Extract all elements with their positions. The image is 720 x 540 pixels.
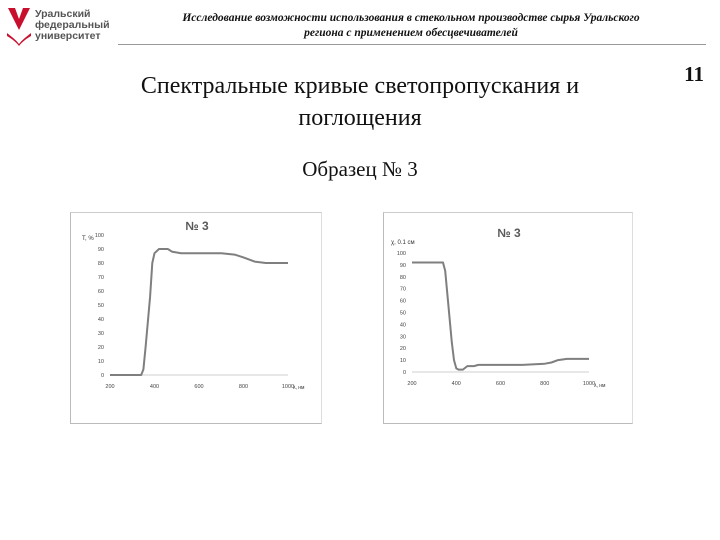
x-tick-label: 1000	[281, 384, 295, 390]
slide-title-line-1: Спектральные кривые светопропускания и	[140, 73, 580, 99]
absorption-chart	[383, 212, 633, 424]
y-tick-label: 80	[399, 274, 406, 281]
y-axis-label: T, %	[82, 236, 94, 242]
header-title-line-1: Исследование возможности использования в стекольном производстве сырья Уральского	[182, 12, 640, 24]
y-tick-label: 40	[399, 322, 406, 329]
x-tick-label: 800	[540, 381, 550, 387]
x-tick-label: 200	[407, 381, 417, 387]
y-tick-label: 30	[399, 334, 406, 341]
transmission-chart	[70, 212, 322, 424]
x-tick-label: 600	[495, 381, 506, 387]
university-name	[35, 9, 121, 42]
chart-frame	[383, 212, 633, 424]
y-tick-label: 50	[97, 303, 104, 309]
y-tick-label: 40	[97, 317, 104, 323]
x-axis-label: λ, нм	[594, 383, 606, 389]
presentation-header	[118, 11, 704, 41]
y-tick-label: 10	[399, 358, 406, 365]
y-tick-label: 80	[97, 261, 104, 267]
x-tick-label: 400	[149, 384, 160, 390]
sample-subtitle: Образец № 3	[302, 157, 418, 181]
y-tick-label: 100	[396, 251, 406, 257]
chart-frame	[70, 212, 322, 424]
x-axis-label: λ, нм	[293, 385, 305, 391]
y-axis-label: χ, 0.1 см	[391, 240, 415, 246]
ural-university-emblem-icon	[6, 6, 32, 46]
chart-title: № 3	[497, 226, 521, 240]
y-tick-label: 100	[94, 233, 104, 239]
y-tick-label: 20	[97, 345, 104, 351]
y-tick-label: 10	[97, 359, 104, 365]
header-divider	[118, 44, 706, 45]
x-tick-label: 400	[451, 381, 461, 387]
x-tick-label: 200	[105, 384, 115, 390]
y-tick-label: 50	[399, 310, 406, 317]
university-logo	[6, 6, 118, 46]
y-tick-label: 20	[399, 346, 406, 353]
y-tick-label: 30	[97, 331, 104, 337]
y-tick-label: 0	[100, 373, 104, 379]
logo-line-1: Уральский	[35, 8, 91, 20]
y-tick-label: 0	[402, 370, 406, 376]
logo-line-2: федеральный	[35, 19, 110, 31]
slide-title-line-2: поглощения	[298, 105, 422, 131]
x-tick-label: 600	[194, 384, 204, 390]
header-title-line-2: региона с применением обесцвечивателей	[304, 27, 518, 39]
logo-line-3: университет	[35, 30, 101, 42]
y-tick-label: 60	[399, 298, 406, 305]
y-tick-label: 90	[97, 247, 104, 253]
x-tick-label: 1000	[582, 381, 596, 387]
y-tick-label: 70	[97, 275, 104, 281]
slide-title	[60, 70, 660, 134]
page-number: 11	[684, 62, 704, 86]
y-tick-label: 60	[97, 289, 104, 295]
y-tick-label: 90	[399, 262, 406, 269]
y-tick-label: 70	[399, 286, 406, 293]
chart-title: № 3	[185, 219, 209, 233]
x-tick-label: 800	[238, 384, 249, 390]
